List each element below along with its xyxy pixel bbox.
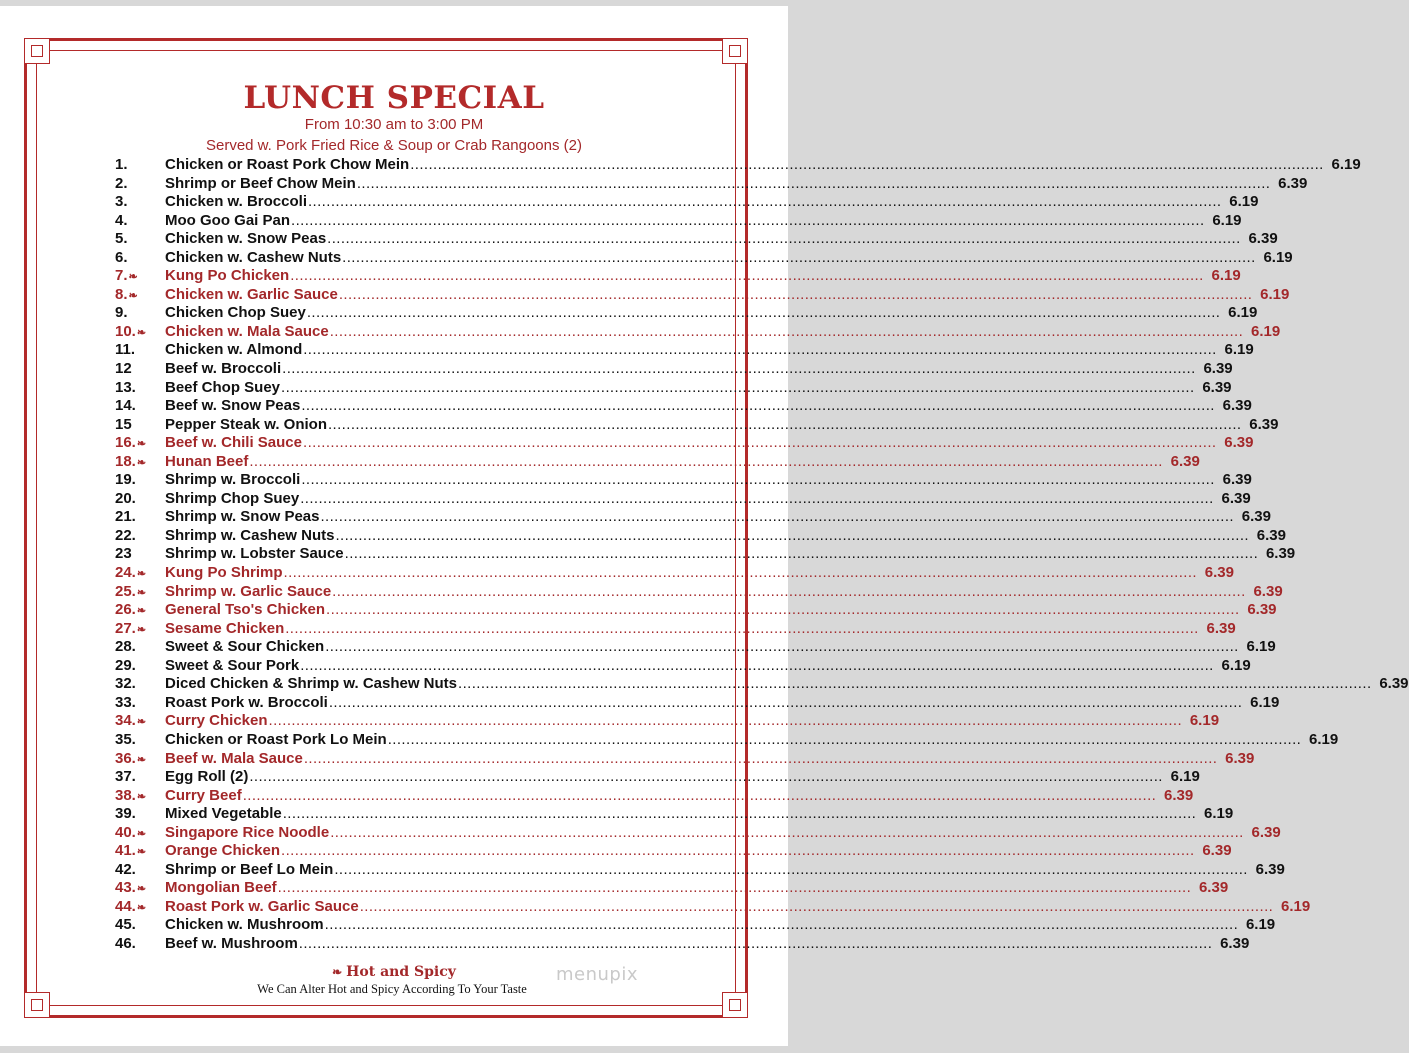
item-name: Shrimp or Beef Chow Mein xyxy=(165,174,356,192)
item-number-text: 37. xyxy=(115,768,136,786)
item-number-text: 11. xyxy=(115,341,136,359)
item-number-text: 1. xyxy=(115,156,128,173)
item-name: Roast Pork w. Garlic Sauce xyxy=(165,897,359,915)
item-name: Chicken Chop Suey xyxy=(165,304,306,322)
menu-item xyxy=(115,897,1311,917)
item-number-text: 42. xyxy=(115,860,136,878)
item-number xyxy=(115,286,165,303)
dot-leader: ........................................................................................................................................................................................................ xyxy=(330,823,1244,841)
menu-item xyxy=(115,730,1339,750)
chili-pepper-icon: ❧ xyxy=(332,965,343,979)
menu-item xyxy=(115,768,1200,787)
item-number xyxy=(115,360,165,377)
item-price: 6.39 xyxy=(1221,489,1251,507)
item-number-text: 3. xyxy=(115,193,128,211)
menu-item xyxy=(115,285,1290,305)
dot-leader: ........................................................................................................................................................................................................ xyxy=(303,749,1218,767)
item-name: Orange Chicken xyxy=(165,842,281,860)
item-name: Curry Chicken xyxy=(165,712,268,730)
item-price: 6.39 xyxy=(1202,842,1232,860)
item-number-text: 43. xyxy=(115,879,136,897)
item-number-text: 4. xyxy=(115,211,128,229)
item-number-text: 39. xyxy=(115,805,136,823)
item-name: Beef w. Mushroom xyxy=(165,934,298,952)
menu-item xyxy=(115,322,1281,342)
item-number xyxy=(115,787,165,804)
spicy-legend-label: Hot and Spicy xyxy=(346,964,456,980)
menu-item xyxy=(115,341,1254,360)
chili-pepper-icon: ❧ xyxy=(136,586,147,599)
item-price: 6.39 xyxy=(1198,879,1229,897)
item-number-text: 34. xyxy=(115,712,136,730)
dot-leader: ........................................................................................................................................................................................................ xyxy=(300,656,1214,674)
item-name: Beef w. Broccoli xyxy=(165,360,282,378)
item-number xyxy=(115,935,165,952)
item-number xyxy=(115,620,165,637)
dot-leader: ........................................................................................................................................................................................................ xyxy=(335,526,1249,544)
item-price: 6.39 xyxy=(1203,360,1233,378)
item-number-text: 38. xyxy=(115,786,136,804)
menu-item xyxy=(115,693,1280,713)
item-name: Chicken w. Mala Sauce xyxy=(165,322,329,340)
item-name: Chicken w. Garlic Sauce xyxy=(165,285,338,303)
dot-leader: ........................................................................................................................................................................................................ xyxy=(249,768,1163,786)
dot-leader: ........................................................................................................................................................................................................ xyxy=(290,267,1204,285)
item-number-text: 13. xyxy=(115,378,136,396)
item-number-text: 32. xyxy=(115,675,136,693)
item-name: Shrimp w. Garlic Sauce xyxy=(165,582,332,600)
dot-leader: ........................................................................................................................................................................................................ xyxy=(281,842,1195,860)
item-number-text: 35. xyxy=(115,730,136,748)
item-number xyxy=(115,842,165,859)
serving-hours: From 10:30 am to 3:00 PM xyxy=(304,116,484,133)
item-number xyxy=(115,861,165,878)
item-number xyxy=(115,193,165,210)
chili-pepper-icon: ❧ xyxy=(136,901,147,914)
menu-item xyxy=(115,230,1278,249)
item-name: Shrimp w. Broccoli xyxy=(165,471,301,489)
chili-pepper-icon: ❧ xyxy=(136,790,147,803)
chili-pepper-icon: ❧ xyxy=(136,605,147,618)
item-number-text: 46. xyxy=(115,934,136,952)
item-price: 6.39 xyxy=(1164,786,1194,804)
item-price: 6.19 xyxy=(1189,712,1220,730)
item-number-text: 6. xyxy=(115,248,128,266)
dot-leader: ........................................................................................................................................................................................................ xyxy=(301,471,1215,489)
dot-leader: ........................................................................................................................................................................................................ xyxy=(301,397,1215,415)
item-number-text: 28. xyxy=(115,638,136,656)
item-name: Shrimp w. Cashew Nuts xyxy=(165,526,335,544)
item-name: Shrimp w. Lobster Sauce xyxy=(165,545,344,563)
item-number xyxy=(115,805,165,822)
item-number-text: 22. xyxy=(115,526,136,544)
item-number-text: 23 xyxy=(115,545,132,563)
menu-item xyxy=(115,545,1296,564)
item-price: 6.39 xyxy=(1202,378,1232,396)
corner-ornament-top-left xyxy=(24,38,50,64)
item-price: 6.39 xyxy=(1249,415,1279,433)
dot-leader: ........................................................................................................................................................................................................ xyxy=(356,174,1271,192)
item-number-text: 5. xyxy=(115,230,128,248)
item-number xyxy=(115,304,165,321)
chili-pepper-icon: ❧ xyxy=(136,846,147,859)
dot-leader: ........................................................................................................................................................................................................ xyxy=(458,675,1372,693)
dot-leader: ........................................................................................................................................................................................................ xyxy=(338,285,1253,303)
dot-leader: ........................................................................................................................................................................................................ xyxy=(283,564,1197,582)
menu-item xyxy=(115,508,1271,527)
item-number xyxy=(115,323,165,340)
item-number xyxy=(115,731,165,748)
item-number-text: 14. xyxy=(115,397,136,415)
item-number xyxy=(115,341,165,358)
dot-leader: ........................................................................................................................................................................................................ xyxy=(327,230,1241,248)
item-number-text: 8. xyxy=(115,285,128,303)
item-price: 6.19 xyxy=(1212,211,1242,229)
item-number xyxy=(115,768,165,785)
chili-pepper-icon: ❧ xyxy=(136,753,147,766)
dot-leader: ........................................................................................................................................................................................................ xyxy=(332,582,1246,600)
menu-item xyxy=(115,582,1283,602)
item-name: Moo Goo Gai Pan xyxy=(165,211,291,229)
chili-pepper-icon: ❧ xyxy=(136,623,147,636)
menu-item xyxy=(115,879,1229,898)
dot-leader: ........................................................................................................................................................................................................ xyxy=(329,322,1244,340)
item-price: 6.39 xyxy=(1241,508,1271,526)
menu-item xyxy=(115,360,1233,379)
item-number xyxy=(115,657,165,674)
menu-item xyxy=(115,712,1220,731)
item-number-text: 25. xyxy=(115,582,136,600)
chili-pepper-icon: ❧ xyxy=(136,568,147,581)
item-number xyxy=(115,694,165,711)
item-price: 6.39 xyxy=(1253,582,1283,600)
item-name: Kung Po Shrimp xyxy=(165,564,283,582)
dot-leader: ........................................................................................................................................................................................................ xyxy=(242,786,1157,804)
item-name: Sesame Chicken xyxy=(165,619,285,637)
item-number xyxy=(115,471,165,488)
dot-leader: ........................................................................................................................................................................................................ xyxy=(281,378,1195,396)
item-number-text: 36. xyxy=(115,749,136,767)
menu-item xyxy=(115,656,1251,676)
item-number-text: 27. xyxy=(115,619,136,637)
item-price: 6.39 xyxy=(1220,934,1250,952)
item-name: Hunan Beef xyxy=(165,452,249,470)
menu-item xyxy=(115,675,1409,694)
item-number-text: 40. xyxy=(115,823,136,841)
item-price: 6.19 xyxy=(1260,285,1290,303)
item-name: Beef w. Snow Peas xyxy=(165,397,301,415)
item-number xyxy=(115,564,165,581)
menu-item xyxy=(115,842,1232,861)
item-number-text: 26. xyxy=(115,601,136,619)
menu-item xyxy=(115,434,1254,453)
dot-leader: ........................................................................................................................................................................................................ xyxy=(328,693,1243,711)
item-number xyxy=(115,675,165,692)
item-price: 6.39 xyxy=(1224,434,1254,452)
item-price: 6.19 xyxy=(1204,805,1234,823)
menu-item xyxy=(115,471,1252,490)
item-number xyxy=(115,156,165,173)
item-name: Curry Beef xyxy=(165,786,242,804)
dot-leader: ........................................................................................................................................................................................................ xyxy=(320,508,1234,526)
item-number xyxy=(115,879,165,896)
menu-item xyxy=(115,489,1251,509)
item-price: 6.19 xyxy=(1245,916,1276,934)
item-price: 6.19 xyxy=(1281,897,1311,915)
dot-leader: ........................................................................................................................................................................................................ xyxy=(282,805,1197,823)
item-number-text: 16. xyxy=(115,434,136,452)
menu-item xyxy=(115,916,1276,935)
item-name: Chicken w. Snow Peas xyxy=(165,230,327,248)
item-price: 6.19 xyxy=(1246,638,1276,656)
item-price: 6.39 xyxy=(1222,397,1252,415)
item-name: Chicken w. Almond xyxy=(165,341,303,359)
item-name: Sweet & Sour Chicken xyxy=(165,638,325,656)
item-number-text: 12 xyxy=(115,360,132,378)
item-number xyxy=(115,379,165,396)
menu-item xyxy=(115,823,1281,843)
menu-item xyxy=(115,786,1194,806)
menu-item xyxy=(115,211,1242,231)
dot-leader: ........................................................................................................................................................................................................ xyxy=(282,360,1196,378)
menu-item xyxy=(115,193,1259,212)
item-price: 6.39 xyxy=(1248,230,1278,248)
taste-note: We Can Alter Hot and Spicy According To Your Taste xyxy=(257,982,527,996)
dot-leader: ........................................................................................................................................................................................................ xyxy=(285,619,1199,637)
item-name: Shrimp w. Snow Peas xyxy=(165,508,320,526)
item-number-text: 24. xyxy=(115,564,136,582)
item-price: 6.39 xyxy=(1379,675,1409,693)
menu-item xyxy=(115,378,1232,398)
dot-leader: ........................................................................................................................................................................................................ xyxy=(387,730,1302,748)
item-number-text: 10. xyxy=(115,322,136,340)
item-price: 6.39 xyxy=(1255,860,1285,878)
item-price: 6.39 xyxy=(1206,619,1236,637)
dot-leader: ........................................................................................................................................................................................................ xyxy=(307,193,1222,211)
menu-item xyxy=(115,860,1285,880)
item-price: 6.39 xyxy=(1251,823,1281,841)
item-price: 6.19 xyxy=(1250,693,1280,711)
chili-pepper-icon: ❧ xyxy=(128,271,138,284)
item-name: Chicken w. Broccoli xyxy=(165,193,307,211)
item-number-text: 7. xyxy=(115,267,128,285)
item-price: 6.39 xyxy=(1170,452,1200,470)
item-number xyxy=(115,545,165,562)
item-price: 6.19 xyxy=(1170,768,1200,786)
spicy-legend xyxy=(0,964,788,980)
menu-item xyxy=(115,601,1277,620)
menu-item xyxy=(115,415,1279,435)
chili-pepper-icon: ❧ xyxy=(136,716,147,729)
item-name: Chicken or Roast Pork Chow Mein xyxy=(165,156,410,173)
item-number xyxy=(115,527,165,544)
item-price: 6.19 xyxy=(1309,730,1339,748)
dot-leader: ........................................................................................................................................................................................................ xyxy=(249,452,1163,470)
page-title: LUNCH SPECIAL xyxy=(243,80,545,116)
item-number-text: 41. xyxy=(115,842,136,860)
item-number-text: 15 xyxy=(115,415,132,433)
dot-leader: ........................................................................................................................................................................................................ xyxy=(327,415,1242,433)
menu-list xyxy=(115,156,1409,954)
chili-pepper-icon: ❧ xyxy=(128,289,138,302)
item-name: Roast Pork w. Broccoli xyxy=(165,693,328,711)
item-price: 6.19 xyxy=(1211,267,1241,285)
dot-leader: ........................................................................................................................................................................................................ xyxy=(268,712,1183,730)
item-number xyxy=(115,175,165,192)
item-price: 6.19 xyxy=(1221,656,1251,674)
dot-leader: ........................................................................................................................................................................................................ xyxy=(300,489,1214,507)
item-price: 6.19 xyxy=(1250,322,1281,340)
item-number-text: 19. xyxy=(115,471,136,489)
item-number xyxy=(115,583,165,600)
dot-leader: ........................................................................................................................................................................................................ xyxy=(334,860,1248,878)
menu-item xyxy=(115,452,1200,472)
menu-item xyxy=(115,174,1308,194)
menu-page xyxy=(0,6,1409,1046)
item-number-text: 21. xyxy=(115,508,136,526)
dot-leader: ........................................................................................................................................................................................................ xyxy=(359,897,1274,915)
item-number xyxy=(115,916,165,933)
item-name: Diced Chicken & Shrimp w. Cashew Nuts xyxy=(165,675,458,693)
item-number-text: 9. xyxy=(115,304,128,322)
menu-item xyxy=(115,805,1234,824)
item-price: 6.19 xyxy=(1224,341,1254,359)
chili-pepper-icon: ❧ xyxy=(136,326,147,339)
item-number-text: 44. xyxy=(115,897,136,915)
item-name: Shrimp Chop Suey xyxy=(165,489,300,507)
served-with-note: Served w. Pork Fried Rice & Soup or Crab Rangoons (2) xyxy=(205,137,582,154)
item-name: Kung Po Chicken xyxy=(165,267,290,285)
item-number-text: 20. xyxy=(115,489,136,507)
dot-leader: ........................................................................................................................................................................................................ xyxy=(291,211,1205,229)
item-number xyxy=(115,416,165,433)
item-name: Singapore Rice Noodle xyxy=(165,823,330,841)
item-price: 6.39 xyxy=(1225,749,1255,767)
item-name: Beef Chop Suey xyxy=(165,378,281,396)
chili-pepper-icon: ❧ xyxy=(136,827,147,840)
item-number xyxy=(115,490,165,507)
item-price: 6.39 xyxy=(1256,526,1286,544)
item-price: 6.39 xyxy=(1247,601,1277,619)
dot-leader: ........................................................................................................................................................................................................ xyxy=(303,341,1217,359)
item-name: Chicken w. Mushroom xyxy=(165,916,324,934)
item-price: 6.19 xyxy=(1331,156,1361,173)
item-price: 6.39 xyxy=(1265,545,1296,563)
menu-item xyxy=(115,564,1234,583)
item-price: 6.19 xyxy=(1229,193,1259,211)
menu-item xyxy=(115,749,1255,769)
item-number xyxy=(115,750,165,767)
item-number-text: 2. xyxy=(115,174,128,192)
item-number xyxy=(115,824,165,841)
dot-leader: ........................................................................................................................................................................................................ xyxy=(342,248,1256,266)
menu-item xyxy=(115,304,1258,323)
item-number xyxy=(115,249,165,266)
item-name: Mixed Vegetable xyxy=(165,805,282,823)
corner-ornament-top-right xyxy=(722,38,748,64)
dot-leader: ........................................................................................................................................................................................................ xyxy=(298,934,1213,952)
item-number xyxy=(115,638,165,655)
item-number xyxy=(115,212,165,229)
dot-leader: ........................................................................................................................................................................................................ xyxy=(326,601,1240,619)
item-price: 6.39 xyxy=(1204,564,1234,582)
menu-item xyxy=(115,934,1250,954)
item-name: Chicken or Roast Pork Lo Mein xyxy=(165,730,387,748)
item-number-text: 45. xyxy=(115,916,136,934)
menu-item xyxy=(115,638,1276,657)
item-name: Beef w. Chili Sauce xyxy=(165,434,302,452)
item-number-text: 33. xyxy=(115,693,136,711)
menu-item xyxy=(115,619,1236,639)
item-number xyxy=(115,898,165,915)
item-name: Sweet & Sour Pork xyxy=(165,656,300,674)
dot-leader: ........................................................................................................................................................................................................ xyxy=(325,638,1239,656)
item-number-text: 18. xyxy=(115,452,136,470)
item-name: Pepper Steak w. Onion xyxy=(165,415,327,433)
chili-pepper-icon: ❧ xyxy=(136,438,147,451)
item-number xyxy=(115,434,165,451)
item-number xyxy=(115,397,165,414)
item-number xyxy=(115,601,165,618)
item-price: 6.39 xyxy=(1278,174,1308,192)
chili-pepper-icon: ❧ xyxy=(136,883,147,896)
chili-pepper-icon: ❧ xyxy=(136,456,147,469)
item-number xyxy=(115,267,165,284)
item-number-text: 29. xyxy=(115,656,136,674)
item-number xyxy=(115,453,165,470)
item-number xyxy=(115,712,165,729)
item-name: Beef w. Mala Sauce xyxy=(165,749,303,767)
item-price: 6.19 xyxy=(1263,248,1293,266)
item-price: 6.19 xyxy=(1228,304,1258,322)
item-name: General Tso's Chicken xyxy=(165,601,326,619)
menu-item xyxy=(115,526,1286,546)
menu-item xyxy=(115,156,1361,175)
dot-leader: ........................................................................................................................................................................................................ xyxy=(344,545,1259,563)
watermark: menupix xyxy=(556,964,639,985)
dot-leader: ........................................................................................................................................................................................................ xyxy=(324,916,1239,934)
item-number xyxy=(115,508,165,525)
item-number xyxy=(115,230,165,247)
item-name: Egg Roll (2) xyxy=(165,768,249,786)
item-name: Chicken w. Cashew Nuts xyxy=(165,248,342,266)
menu-item xyxy=(115,267,1241,286)
dot-leader: ........................................................................................................................................................................................................ xyxy=(306,304,1221,322)
menu-item xyxy=(115,397,1252,416)
dot-leader: ........................................................................................................................................................................................................ xyxy=(303,434,1217,452)
item-price: 6.39 xyxy=(1222,471,1252,489)
item-name: Shrimp or Beef Lo Mein xyxy=(165,860,334,878)
dot-leader: ........................................................................................................................................................................................................ xyxy=(277,879,1192,897)
item-name: Mongolian Beef xyxy=(165,879,277,897)
menu-item xyxy=(115,248,1293,268)
dot-leader: ........................................................................................................................................................................................................ xyxy=(410,156,1324,173)
